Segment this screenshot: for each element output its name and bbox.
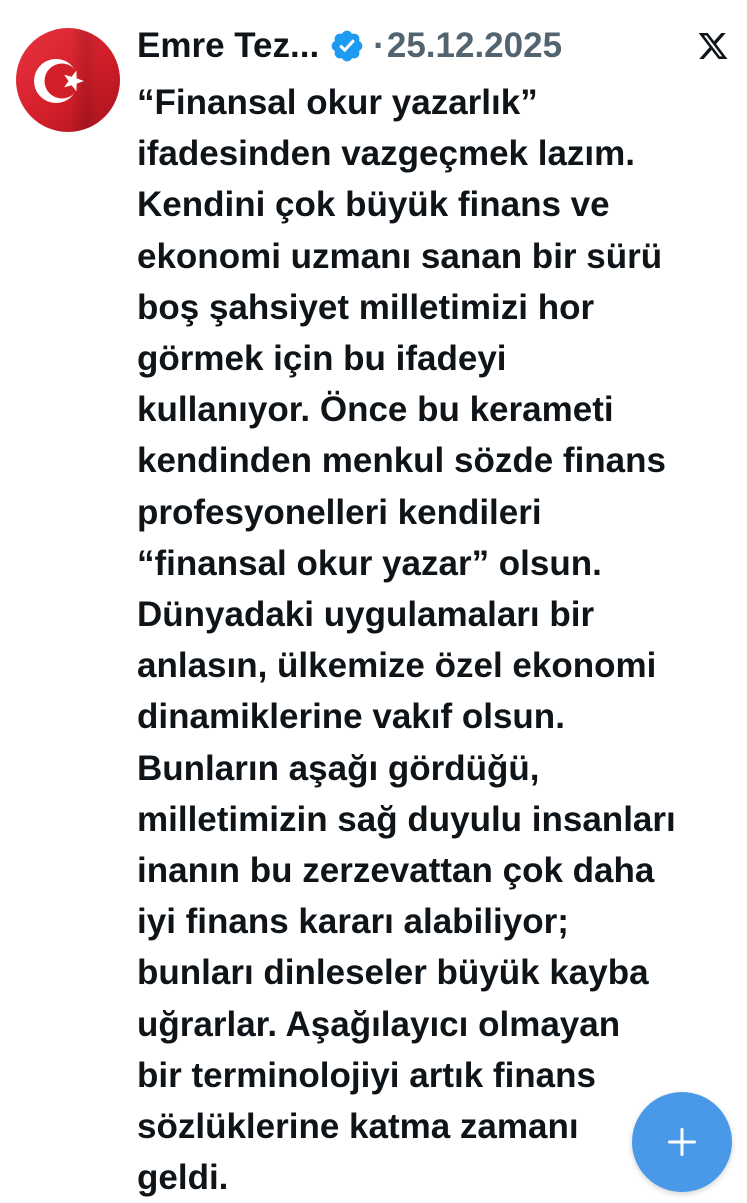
post-text [137, 77, 737, 1203]
post-text-line: dinamiklerine vakıf olsun. [137, 697, 565, 737]
post-text-line: milletimizin sağ duyulu insanları [137, 799, 676, 839]
post-text-line: uğrarlar. Aşağılayıcı olmayan [137, 1004, 621, 1044]
post-date[interactable]: 25.12.2025 [386, 26, 563, 65]
x-logo-icon[interactable] [697, 30, 729, 62]
post-text-line: ifadesinden vazgeçmek lazım. [137, 134, 635, 174]
post-text-line: kendinden menkul sözde finans [137, 441, 666, 481]
author-name[interactable]: Emre Tez... [137, 26, 320, 65]
post-text-line: profesyonelleri kendileri [137, 492, 542, 532]
post-text-line: Kendini çok büyük finans ve [137, 185, 610, 225]
post-text-line: Dünyadaki uygulamaları bir [137, 595, 595, 635]
post-text-line: sözlüklerine katma zamanı [137, 1107, 579, 1147]
post-text-line: anlasın, ülkemize özel ekonomi [137, 646, 657, 686]
post-text-line: inanın bu zerzevattan çok daha [137, 851, 655, 891]
header-separator: · [373, 26, 385, 65]
post-text-line: iyi finans kararı alabiliyor; [137, 902, 569, 942]
post-text-line: bir terminolojiyi artık finans [137, 1055, 596, 1095]
post-text-line: “finansal okur yazar” olsun. [137, 543, 602, 583]
post-text-line: Bunların aşağı gördüğü, [137, 748, 540, 788]
plus-icon [665, 1125, 699, 1159]
compose-post-button[interactable] [632, 1092, 732, 1192]
verified-badge-icon [329, 28, 365, 64]
post-text-line: ekonomi uzmanı sanan bir sürü [137, 236, 663, 276]
post-text-line: geldi. [137, 1158, 229, 1198]
post-text-line: görmek için bu ifadeyi [137, 339, 507, 379]
tweet-header [137, 22, 562, 70]
post-text-line: kullanıyor. Önce bu kerameti [137, 390, 614, 430]
post-text-line: boş şahsiyet milletimizi hor [137, 287, 595, 327]
turkish-flag-avatar-icon [16, 28, 120, 132]
author-avatar[interactable] [16, 28, 120, 132]
post-text-line: “Finansal okur yazarlık” [137, 83, 538, 122]
post-text-line: bunları dinleseler büyük kayba [137, 953, 649, 993]
